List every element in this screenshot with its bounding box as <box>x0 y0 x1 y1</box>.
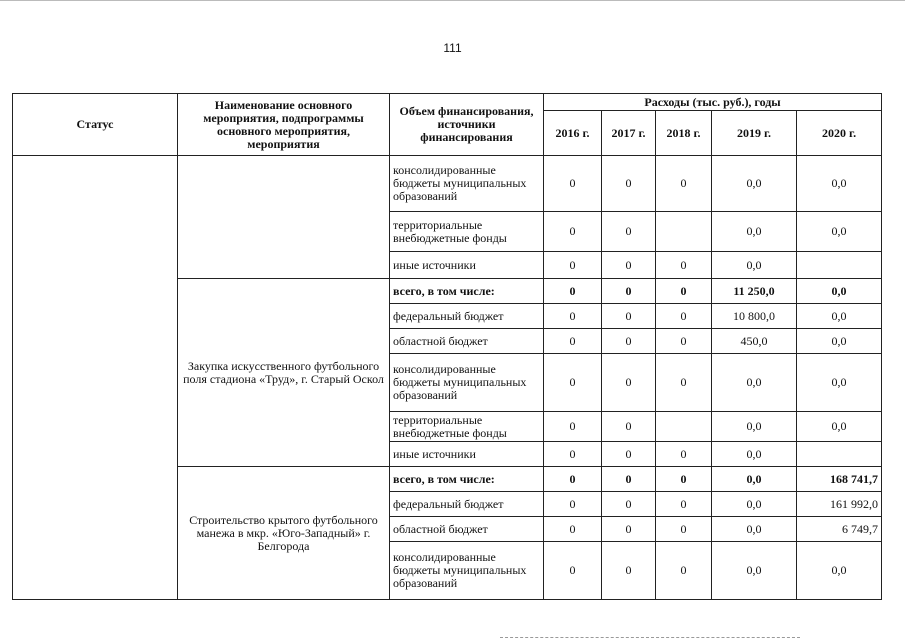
value-cell-2018: 0 <box>656 304 712 329</box>
value-cell-2016: 0 <box>544 354 602 412</box>
value-cell-2017: 0 <box>602 354 656 412</box>
activity-name-cell: Закупка искусственного футбольного поля стадиона «Труд», г. Старый Оскол <box>178 279 390 467</box>
activity-name-cell <box>178 156 390 279</box>
header-year-2017: 2017 г. <box>602 111 656 156</box>
value-cell-2019: 0,0 <box>712 542 797 600</box>
value-cell-2019: 0,0 <box>712 517 797 542</box>
value-cell-2019: 0,0 <box>712 492 797 517</box>
value-cell-2018: 0 <box>656 252 712 279</box>
value-cell-2017: 0 <box>602 252 656 279</box>
funding-source-cell: всего, в том числе: <box>390 279 544 304</box>
header-year-2019: 2019 г. <box>712 111 797 156</box>
header-name: Наименование основного мероприятия, подпрограммы основного мероприятия, мероприятия <box>178 94 390 156</box>
value-cell-2016: 0 <box>544 517 602 542</box>
value-cell-2018: 0 <box>656 492 712 517</box>
value-cell-2020: 168 741,7 <box>797 467 882 492</box>
funding-source-cell: всего, в том числе: <box>390 467 544 492</box>
value-cell-2020 <box>797 442 882 467</box>
table-row <box>13 156 882 212</box>
value-cell-2020: 0,0 <box>797 329 882 354</box>
value-cell-2020: 0,0 <box>797 412 882 442</box>
value-cell-2016: 0 <box>544 252 602 279</box>
value-cell-2017: 0 <box>602 517 656 542</box>
value-cell-2017: 0 <box>602 542 656 600</box>
value-cell-2017: 0 <box>602 329 656 354</box>
value-cell-2017: 0 <box>602 156 656 212</box>
value-cell-2018: 0 <box>656 467 712 492</box>
value-cell-2019: 10 800,0 <box>712 304 797 329</box>
value-cell-2017: 0 <box>602 212 656 252</box>
value-cell-2016: 0 <box>544 279 602 304</box>
funding-source-cell: иные источники <box>390 442 544 467</box>
value-cell-2018: 0 <box>656 442 712 467</box>
header-status: Статус <box>13 94 178 156</box>
value-cell-2019: 0,0 <box>712 442 797 467</box>
value-cell-2020: 161 992,0 <box>797 492 882 517</box>
value-cell-2017: 0 <box>602 304 656 329</box>
value-cell-2018: 0 <box>656 354 712 412</box>
funding-source-cell: областной бюджет <box>390 329 544 354</box>
value-cell-2020: 0,0 <box>797 212 882 252</box>
value-cell-2018 <box>656 212 712 252</box>
value-cell-2020: 0,0 <box>797 156 882 212</box>
funding-source-cell: федеральный бюджет <box>390 492 544 517</box>
value-cell-2018: 0 <box>656 279 712 304</box>
value-cell-2019: 0,0 <box>712 252 797 279</box>
scan-top-edge <box>0 0 905 3</box>
value-cell-2020: 0,0 <box>797 542 882 600</box>
value-cell-2018: 0 <box>656 517 712 542</box>
value-cell-2019: 0,0 <box>712 467 797 492</box>
header-year-2016: 2016 г. <box>544 111 602 156</box>
value-cell-2016: 0 <box>544 542 602 600</box>
value-cell-2016: 0 <box>544 492 602 517</box>
value-cell-2016: 0 <box>544 329 602 354</box>
value-cell-2016: 0 <box>544 467 602 492</box>
status-cell <box>13 156 178 600</box>
funding-source-cell: федеральный бюджет <box>390 304 544 329</box>
value-cell-2016: 0 <box>544 156 602 212</box>
value-cell-2017: 0 <box>602 279 656 304</box>
value-cell-2018: 0 <box>656 156 712 212</box>
scan-bottom-edge <box>500 637 800 639</box>
value-cell-2019: 0,0 <box>712 212 797 252</box>
value-cell-2017: 0 <box>602 412 656 442</box>
value-cell-2019: 0,0 <box>712 354 797 412</box>
page-number: 111 <box>443 41 462 55</box>
value-cell-2019: 11 250,0 <box>712 279 797 304</box>
value-cell-2019: 0,0 <box>712 412 797 442</box>
value-cell-2018: 0 <box>656 329 712 354</box>
value-cell-2016: 0 <box>544 412 602 442</box>
value-cell-2019: 450,0 <box>712 329 797 354</box>
value-cell-2018: 0 <box>656 542 712 600</box>
funding-source-cell: консолидированные бюджеты муниципальных образований <box>390 542 544 600</box>
funding-source-cell: территориальные внебюджетные фонды <box>390 412 544 442</box>
value-cell-2020: 6 749,7 <box>797 517 882 542</box>
value-cell-2017: 0 <box>602 467 656 492</box>
value-cell-2020: 0,0 <box>797 279 882 304</box>
funding-source-cell: консолидированные бюджеты муниципальных образований <box>390 354 544 412</box>
value-cell-2020: 0,0 <box>797 304 882 329</box>
value-cell-2017: 0 <box>602 492 656 517</box>
header-year-2018: 2018 г. <box>656 111 712 156</box>
value-cell-2020 <box>797 252 882 279</box>
value-cell-2019: 0,0 <box>712 156 797 212</box>
activity-name-cell: Строительство крытого футбольного манежа в мкр. «Юго-Западный» г. Белгорода <box>178 467 390 600</box>
value-cell-2016: 0 <box>544 442 602 467</box>
value-cell-2016: 0 <box>544 212 602 252</box>
value-cell-2018 <box>656 412 712 442</box>
value-cell-2020: 0,0 <box>797 354 882 412</box>
value-cell-2016: 0 <box>544 304 602 329</box>
value-cell-2017: 0 <box>602 442 656 467</box>
header-year-2020: 2020 г. <box>797 111 882 156</box>
funding-source-cell: областной бюджет <box>390 517 544 542</box>
header-volume: Объем финансирования, источники финансирования <box>390 94 544 156</box>
header-expenses: Расходы (тыс. руб.), годы <box>544 94 882 111</box>
funding-source-cell: иные источники <box>390 252 544 279</box>
budget-table <box>12 93 882 600</box>
funding-source-cell: консолидированные бюджеты муниципальных образований <box>390 156 544 212</box>
funding-source-cell: территориальные внебюджетные фонды <box>390 212 544 252</box>
